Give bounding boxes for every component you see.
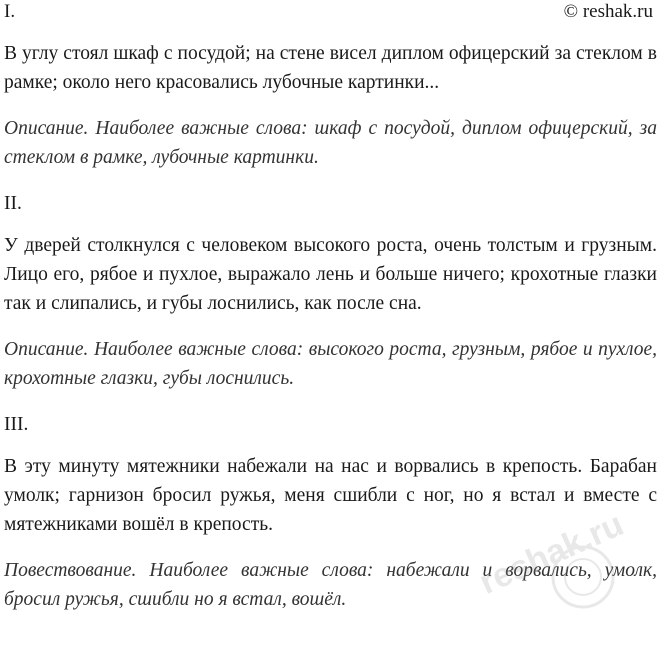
section-1-analysis: Описание. Наиболее важные слова: шкаф с посудой, диплом офицерский, за стеклом в рамке, лубочные картинки. (4, 118, 657, 168)
document-page (4, 0, 657, 614)
section-2-text: У дверей столкнулся с человеком высокого роста, очень толстым и грузным. Лицо его, рябое и пухлое, выражало лень и больше ничего; крохотные глазки так и слипались, и губы лоснились, как после сна. (4, 235, 657, 314)
copyright-notice: © reshak.ru (563, 1, 653, 22)
page-header (4, 0, 657, 24)
section-heading-3: III. (4, 414, 29, 435)
section-heading-1: I. (4, 1, 16, 22)
section-heading-2: II. (4, 193, 22, 214)
section-2-analysis: Описание. Наиболее важные слова: высокого роста, грузным, рябое и пухлое, крохотные глазки, губы лоснились. (4, 339, 657, 389)
section-3-analysis: Повествование. Наиболее важные слова: набежали и ворвались, умолк, бросил ружья, сшибли но я встал, вошёл. (4, 560, 657, 610)
section-3-text: В эту минуту мятежники набежали на нас и ворвались в крепость. Барабан умолк; гарнизон бросил ружья, меня сшибли с ног, но я встал и вместе с мятежниками вошёл в крепость. (4, 456, 657, 535)
watermark-text: reshak.ru (473, 504, 630, 602)
section-1-text: В углу стоял шкаф с посудой; на стене висел диплом офицерский за стеклом в рамке; около него красовались лубочные картинки... (4, 43, 657, 93)
